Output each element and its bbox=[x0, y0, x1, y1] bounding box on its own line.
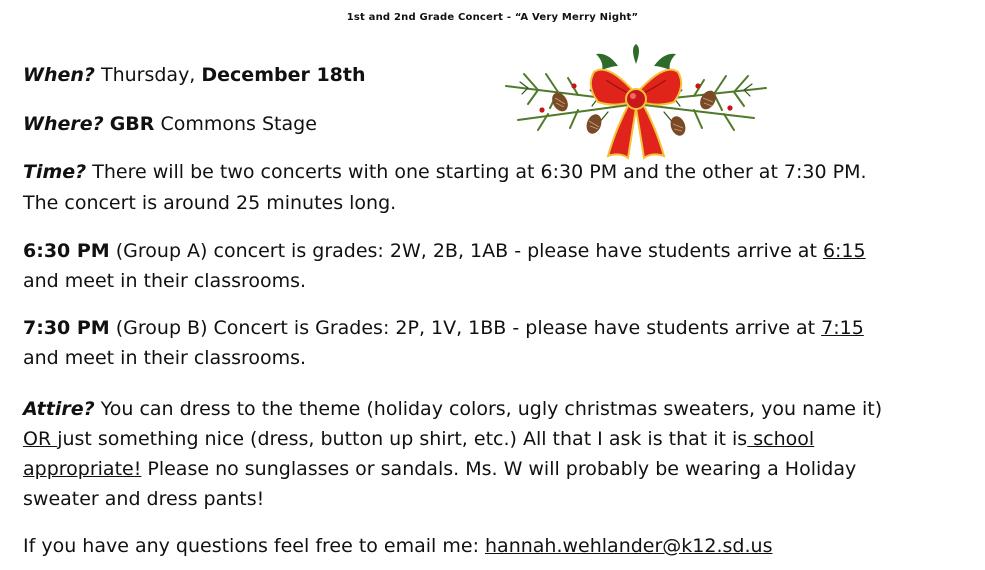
when-label: When? bbox=[23, 64, 95, 86]
page-title: 1st and 2nd Grade Concert - “A Very Merry Night” bbox=[346, 12, 639, 23]
group-a-text: (Group A) concert is grades: 2W, 2B, 1AB - please have students arrive at bbox=[109, 240, 823, 262]
attire-school: school bbox=[747, 428, 815, 450]
attire-or: OR bbox=[23, 428, 58, 450]
attire-line-1 bbox=[23, 394, 882, 424]
group-a-text-2: and meet in their classrooms. bbox=[23, 270, 307, 292]
group-b-text-2: and meet in their classrooms. bbox=[23, 347, 307, 369]
time-label: Time? bbox=[23, 161, 87, 183]
where-place-rest: Commons Stage bbox=[154, 113, 317, 135]
time-line-1 bbox=[23, 157, 867, 187]
when-line bbox=[23, 60, 366, 90]
group-b-line-1 bbox=[23, 313, 864, 343]
attire-line-4 bbox=[23, 484, 264, 514]
contact-line bbox=[23, 531, 772, 561]
time-text-1: There will be two concerts with one starting at 6:30 PM and the other at 7:30 PM. bbox=[86, 161, 867, 183]
attire-label: Attire? bbox=[23, 398, 95, 420]
attire-text-3: Please no sunglasses or sandals. Ms. W will probably be wearing a Holiday bbox=[141, 458, 857, 480]
group-b-arrive-time: 7:15 bbox=[821, 317, 864, 339]
where-line bbox=[23, 109, 317, 139]
group-b-time: 7:30 PM bbox=[23, 317, 110, 339]
attire-line-2 bbox=[23, 424, 814, 454]
group-a-arrive-time: 6:15 bbox=[822, 240, 866, 262]
red-bow-icon bbox=[591, 70, 681, 158]
attire-appropriate: appropriate! bbox=[23, 458, 142, 480]
group-a-line-1 bbox=[23, 236, 866, 266]
where-place-bold: GBR bbox=[109, 113, 155, 135]
group-a-line-2 bbox=[23, 266, 306, 296]
group-b-text: (Group B) Concert is Grades: 2P, 1V, 1BB - please have students arrive at bbox=[109, 317, 822, 339]
time-line-2 bbox=[23, 188, 396, 218]
group-b-line-2 bbox=[23, 343, 306, 373]
christmas-bow-garland-icon bbox=[498, 44, 774, 160]
contact-text: If you have any questions feel free to email me: bbox=[23, 535, 486, 557]
attire-text-4: sweater and dress pants! bbox=[23, 488, 265, 510]
attire-line-3 bbox=[23, 454, 856, 484]
group-a-time: 6:30 PM bbox=[23, 240, 110, 262]
holly-leaves-icon bbox=[596, 44, 676, 70]
when-text: Thursday, bbox=[94, 64, 202, 86]
where-label: Where? bbox=[23, 113, 104, 135]
attire-text-2: just something nice (dress, button up shirt, etc.) All that I ask is that it is bbox=[57, 428, 748, 450]
email-link[interactable]: hannah.wehlander@k12.sd.us bbox=[485, 535, 773, 557]
attire-text-1: You can dress to the theme (holiday colors, ugly christmas sweaters, you name it) bbox=[94, 398, 883, 420]
time-text-2: The concert is around 25 minutes long. bbox=[23, 192, 397, 214]
when-date: December 18th bbox=[201, 64, 366, 86]
